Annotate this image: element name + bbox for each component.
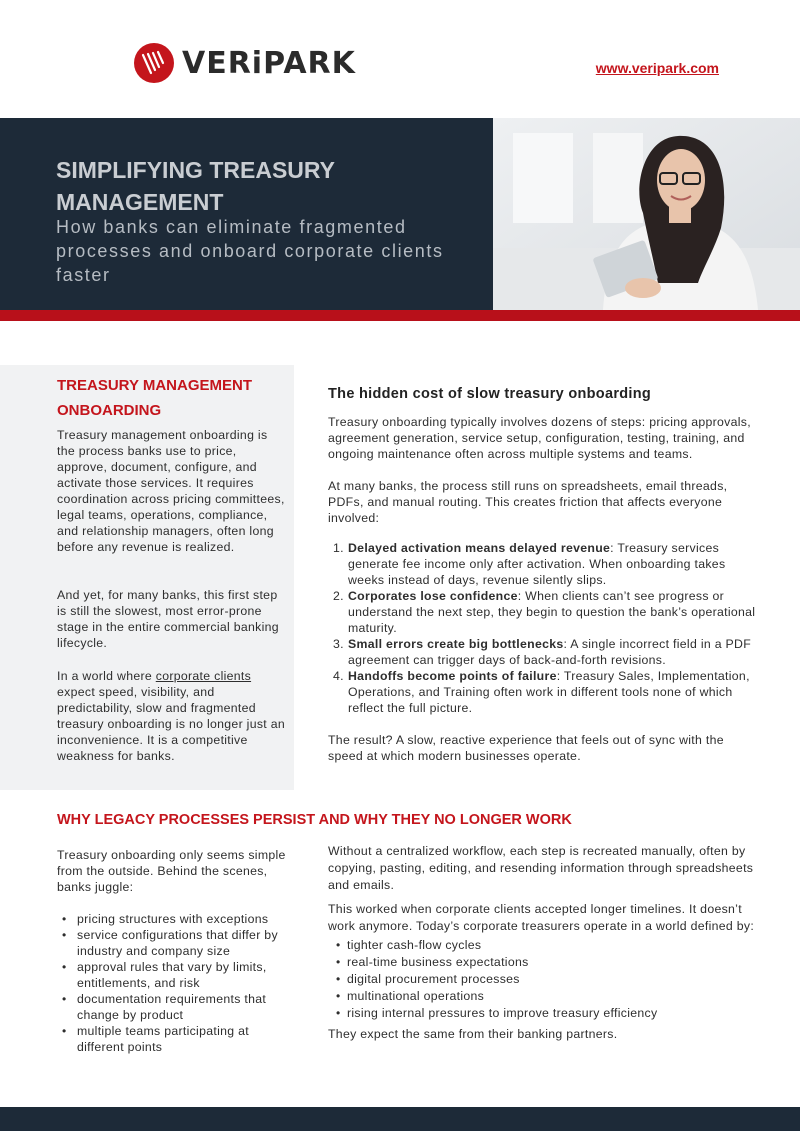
list-item: 2. Corporates lose confidence: When clients can’t see progress or understand the next step, they begin to question the bank’s operational maturity. bbox=[333, 589, 756, 635]
corporate-clients-link[interactable]: corporate clients bbox=[155, 669, 252, 683]
veripark-logo-icon bbox=[134, 43, 174, 83]
list-item-title: Small errors create big bottlenecks bbox=[348, 637, 564, 651]
list-item: • multinational operations bbox=[336, 989, 485, 1003]
legacy-section-heading: WHY LEGACY PROCESSES PERSIST AND WHY THEY NO LONGER WORK bbox=[57, 812, 572, 828]
legacy-paragraph-2: This worked when corporate clients accepted longer timelines. It doesn’t work anymore. Today’s corporate treasurers operate in a world defined by: bbox=[328, 902, 755, 933]
hero-banner bbox=[0, 118, 800, 310]
list-item-text: : A single incorrect field in a PDF agreement can trigger days of back-and-forth revisions. bbox=[348, 637, 752, 667]
list-item-text: : Treasury services generate fee income only after activation. When onboarding takes weeks instead of days, revenue silently slips. bbox=[348, 541, 726, 587]
veripark-logo[interactable] bbox=[134, 43, 356, 83]
footer-bar bbox=[0, 1107, 800, 1131]
sidebar-panel bbox=[0, 365, 294, 790]
list-item: • digital procurement processes bbox=[336, 972, 520, 986]
sidebar-paragraph-1: Treasury management onboarding is the process banks use to price, approve, document, configure, and activate those services. It requires coordination across pricing committees, legal teams, operations, compliance, and relationship managers, often long before any revenue is realized. bbox=[57, 428, 285, 554]
friction-list bbox=[333, 540, 760, 716]
legacy-closing: They expect the same from their banking partners. bbox=[328, 1027, 618, 1041]
list-item: • documentation requirements that change by product bbox=[62, 992, 267, 1022]
legacy-right-column bbox=[328, 843, 760, 1043]
article-paragraph-1: Treasury onboarding typically involves dozens of steps: pricing approvals, agreement generation, service setup, configuration, testing, training, and ongoing maintenance often across multiple systems and teams. bbox=[328, 415, 751, 461]
list-item-title: Delayed activation means delayed revenue bbox=[348, 541, 611, 555]
list-item: • pricing structures with exceptions bbox=[62, 912, 269, 926]
businesswoman-photo bbox=[493, 118, 800, 310]
list-item: • rising internal pressures to improve treasury efficiency bbox=[336, 1006, 658, 1020]
sidebar-paragraph-3-start: In a world where bbox=[57, 669, 156, 683]
accent-divider bbox=[0, 310, 800, 321]
list-item: • tighter cash-flow cycles bbox=[336, 938, 482, 952]
list-item: • multiple teams participating at different points bbox=[62, 1024, 249, 1054]
hero-subtitle: How banks can eliminate fragmented processes and onboard corporate clients faster bbox=[56, 217, 444, 285]
legacy-paragraph-1: Without a centralized workflow, each step is recreated manually, often by copying, pasting, editing, and resending information through spreadsheets and emails. bbox=[328, 844, 754, 892]
list-item-title: Corporates lose confidence bbox=[348, 589, 518, 603]
sidebar-heading: TREASURY MANAGEMENT ONBOARDING bbox=[57, 377, 253, 419]
list-item: 4. Handoffs become points of failure: Treasury Sales, Implementation, Operations, and Training often work in different tools none of which reflect the full picture. bbox=[333, 669, 750, 715]
legacy-left-column bbox=[57, 847, 287, 1055]
sidebar-paragraph-3-end: expect speed, visibility, and predictability, slow and fragmented treasury onboarding is no longer just an inconvenience. It is a competitive weakness for banks. bbox=[57, 685, 286, 763]
page-header bbox=[0, 0, 800, 118]
list-item: 3. Small errors create big bottlenecks: A single incorrect field in a PDF agreement can trigger days of back-and-forth revisions. bbox=[333, 637, 752, 667]
list-item-text: : When clients can’t see progress or understand the next step, they begin to question the bank’s operational maturity. bbox=[348, 589, 756, 635]
hero-title: SIMPLIFYING TREASURY MANAGEMENT bbox=[56, 157, 335, 215]
legacy-intro: Treasury onboarding only seems simple from the outside. Behind the scenes, banks juggle: bbox=[57, 848, 286, 894]
brand-name: VERiPARK bbox=[182, 45, 356, 81]
sidebar-paragraph-2: And yet, for many banks, this first step is still the slowest, most error-prone stage in the entire commercial banking lifecycle. bbox=[57, 588, 279, 650]
website-link[interactable]: www.veripark.com bbox=[595, 60, 719, 76]
article-paragraph-2: At many banks, the process still runs on spreadsheets, email threads, PDFs, and manual routing. This creates friction that affects everyone involved: bbox=[328, 479, 728, 525]
list-item-text: : Treasury Sales, Implementation, Operations, and Training often work in different tools none of which reflect the full picture. bbox=[348, 669, 750, 715]
list-item: • service configurations that differ by industry and company size bbox=[62, 928, 278, 958]
hero-text-panel bbox=[0, 118, 493, 310]
list-item: 1. Delayed activation means delayed revenue: Treasury services generate fee income only after activation. When onboarding takes weeks instead of days, revenue silently slips. bbox=[333, 541, 726, 587]
list-item-title: Handoffs become points of failure bbox=[348, 669, 557, 683]
sidebar-paragraph-3 bbox=[57, 668, 285, 764]
hero-photo bbox=[493, 118, 800, 310]
main-article bbox=[328, 386, 760, 764]
article-heading: The hidden cost of slow treasury onboarding bbox=[328, 386, 652, 402]
list-item: • approval rules that vary by limits, entitlements, and risk bbox=[62, 960, 267, 990]
juggle-list bbox=[57, 911, 287, 1055]
article-result: The result? A slow, reactive experience that feels out of sync with the speed at which modern businesses operate. bbox=[328, 733, 724, 763]
treasurer-world-list bbox=[336, 937, 760, 1022]
list-item: • real-time business expectations bbox=[336, 955, 529, 969]
